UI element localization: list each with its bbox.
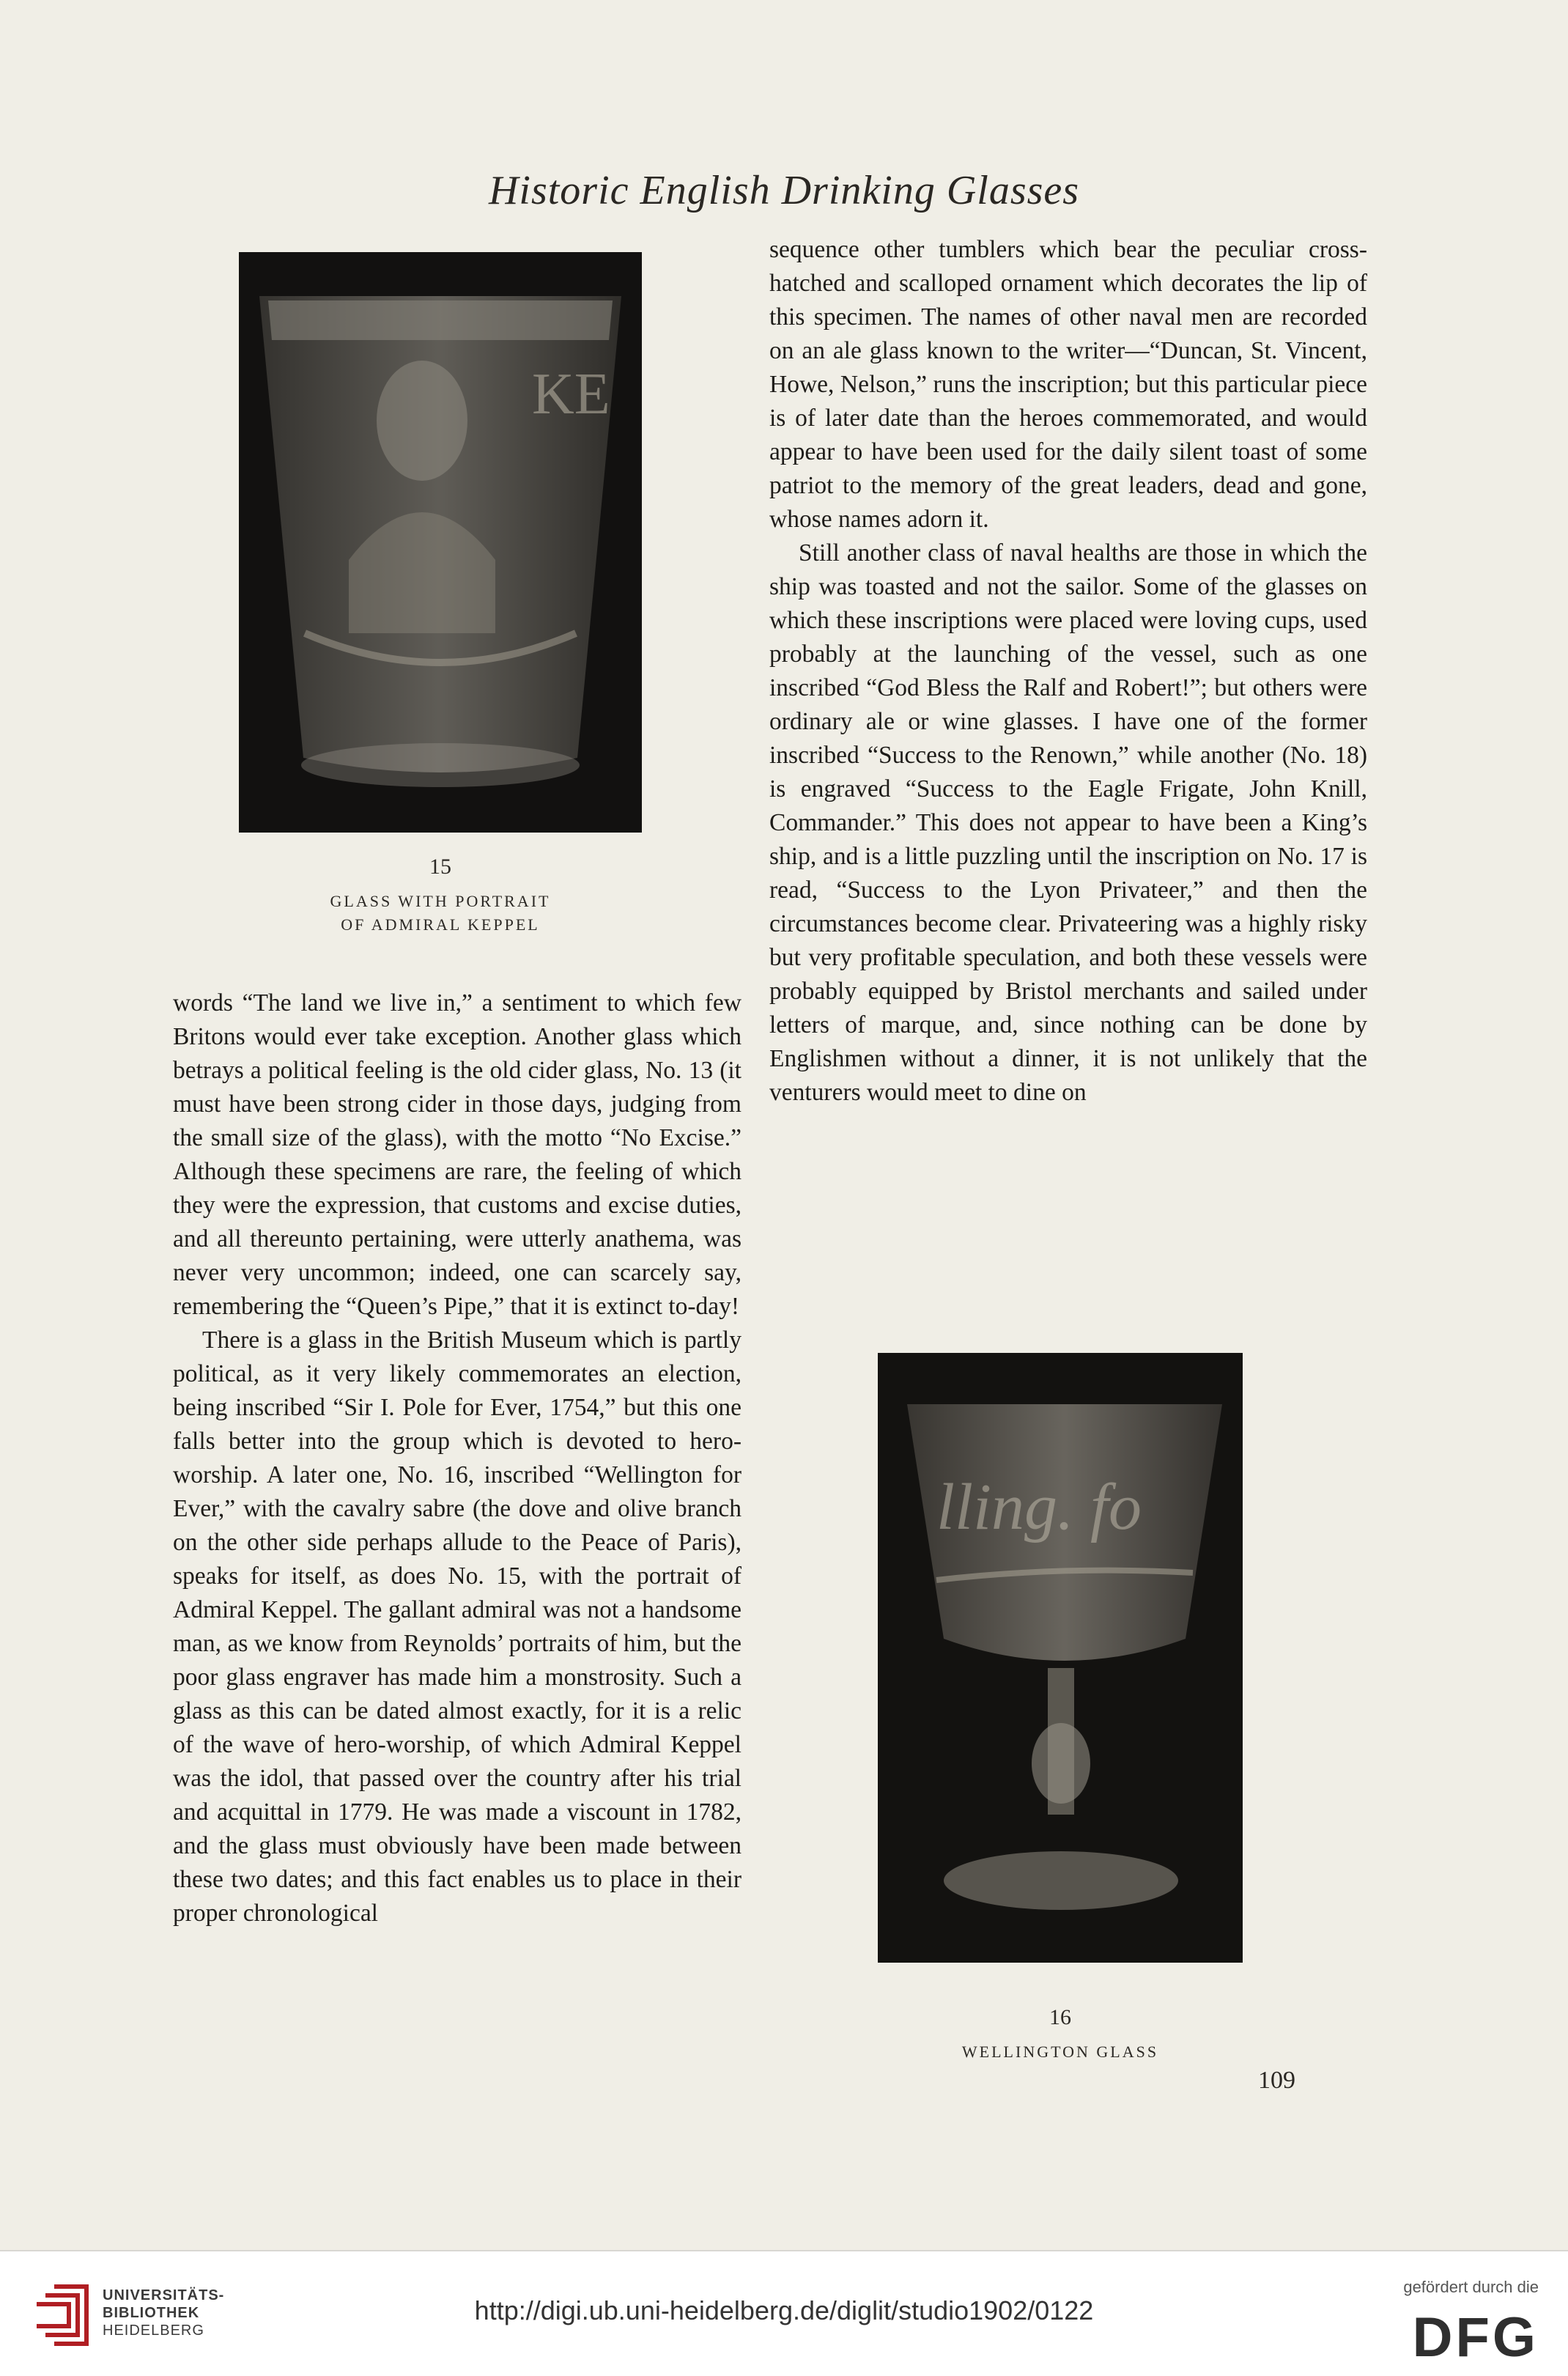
svg-text:lling. fo: lling. fo [936, 1471, 1142, 1543]
figure-16-photo [878, 1353, 1243, 1963]
figure-15-photo [239, 252, 642, 833]
left-paragraph-1: words “The land we live in,” a sentiment to which few Britons would ever take exception. Another glass which betrays a political feeling is the old cider glass, No. 13 (it must have been strong cider in those days, judging from the small size of the glass), with the motto “No Excise.” Although these specimens are rare, the feeling of which they were the expression, that customs and excise duties, and all thereunto pertaining, were utterly anathema, was never very uncommon; indeed, one can scarcely say, remembering the “Queen’s Pipe,” that it is extinct to-day! [173, 989, 742, 1320]
right-column-text [769, 233, 1367, 1110]
figure-15-caption-line2: OF ADMIRAL KEPPEL [341, 915, 540, 934]
funding-note: gefördert durch die [1403, 2278, 1539, 2296]
running-title: Historic English Drinking Glasses [488, 168, 1080, 213]
permalink-url[interactable]: http://digi.ub.uni-heidelberg.de/diglit/studio1902/0122 [474, 2295, 1094, 2325]
svg-text:KE: KE [532, 362, 610, 427]
left-column-text [173, 986, 742, 1930]
page-number: 109 [1258, 2067, 1295, 2094]
left-paragraph-2: There is a glass in the British Museum which is partly political, as it very likely commemorates an election, being inscribed “Sir I. Pole for Ever, 1754,” but this one falls better into the group which is devoted to hero-worship. A later one, No. 16, inscribed “Wellington for Ever,” with the cavalry sabre (the dove and olive branch on the other side perhaps allude to the Peace of Paris), speaks for itself, as does No. 15, with the portrait of Admiral Keppel. The gallant admiral was not a handsome man, as we know from Reynolds’ portraits of him, but the poor glass engraver has made him a monstrosity. Such a glass as this can be dated almost exactly, for it is a relic of the wave of hero-worship, of which Admiral Keppel was the idol, that passed over the country after his trial and acquittal in 1779. He was made a viscount in 1782, and the glass must obviously have been made between these two dates; and this fact enables us to place in their proper chronological [173, 1327, 742, 1927]
figure-15-number: 15 [429, 855, 451, 879]
figure-16-caption [878, 2005, 1243, 2064]
right-paragraph-1: sequence other tumblers which bear the peculiar cross-hatched and scalloped ornament which decorates the lip of this specimen. The names of other naval men are recorded on an ale glass known to the writer—“Duncan, St. Vincent, Howe, Nelson,” runs the inscription; but this particular piece is of later date than the heroes commemorated, and would appear to have been used for the daily silent toast of some patriot to the memory of the great leaders, dead and gone, whose names adorn it. [769, 236, 1367, 533]
institution-line2: BIBLIOTHEK [103, 2305, 200, 2321]
figure-15-caption [239, 855, 642, 937]
right-paragraph-2: Still another class of naval healths are those in which the ship was toasted and not the sailor. Some of the glasses on which these inscriptions were placed were loving cups, used probably at the launching of the vessel, such as one inscribed “God Bless the Ralf and Robert!”; but others were ordinary ale or wine glasses. I have one of the former inscribed “Success to the Renown,” while another (No. 18) is engraved “Success to the Eagle Frigate, John Knill, Commander.” This does not appear to have been a King’s ship, and is a little puzzling until the inscription on No. 17 is read, “Success to the Lyon Privateer,” and then the circumstances become clear. Privateering was a highly risky but very profitable speculation, and both these vessels were probably equipped by Bristol merchants and sailed under letters of marque, and, since nothing can be done by Englishmen without a dinner, it is not unlikely that the venturers would meet to dine on [769, 539, 1367, 1106]
digitization-footer [0, 2250, 1568, 2376]
institution-line3: HEIDELBERG [103, 2322, 204, 2339]
figure-15-caption-line1: GLASS WITH PORTRAIT [330, 892, 551, 910]
dfg-logo: DFG [1412, 2306, 1539, 2369]
figure-16-number: 16 [1049, 2005, 1071, 2029]
institution-line1: UNIVERSITÄTS- [103, 2287, 225, 2303]
figure-16-caption-line1: WELLINGTON GLASS [961, 2043, 1159, 2061]
